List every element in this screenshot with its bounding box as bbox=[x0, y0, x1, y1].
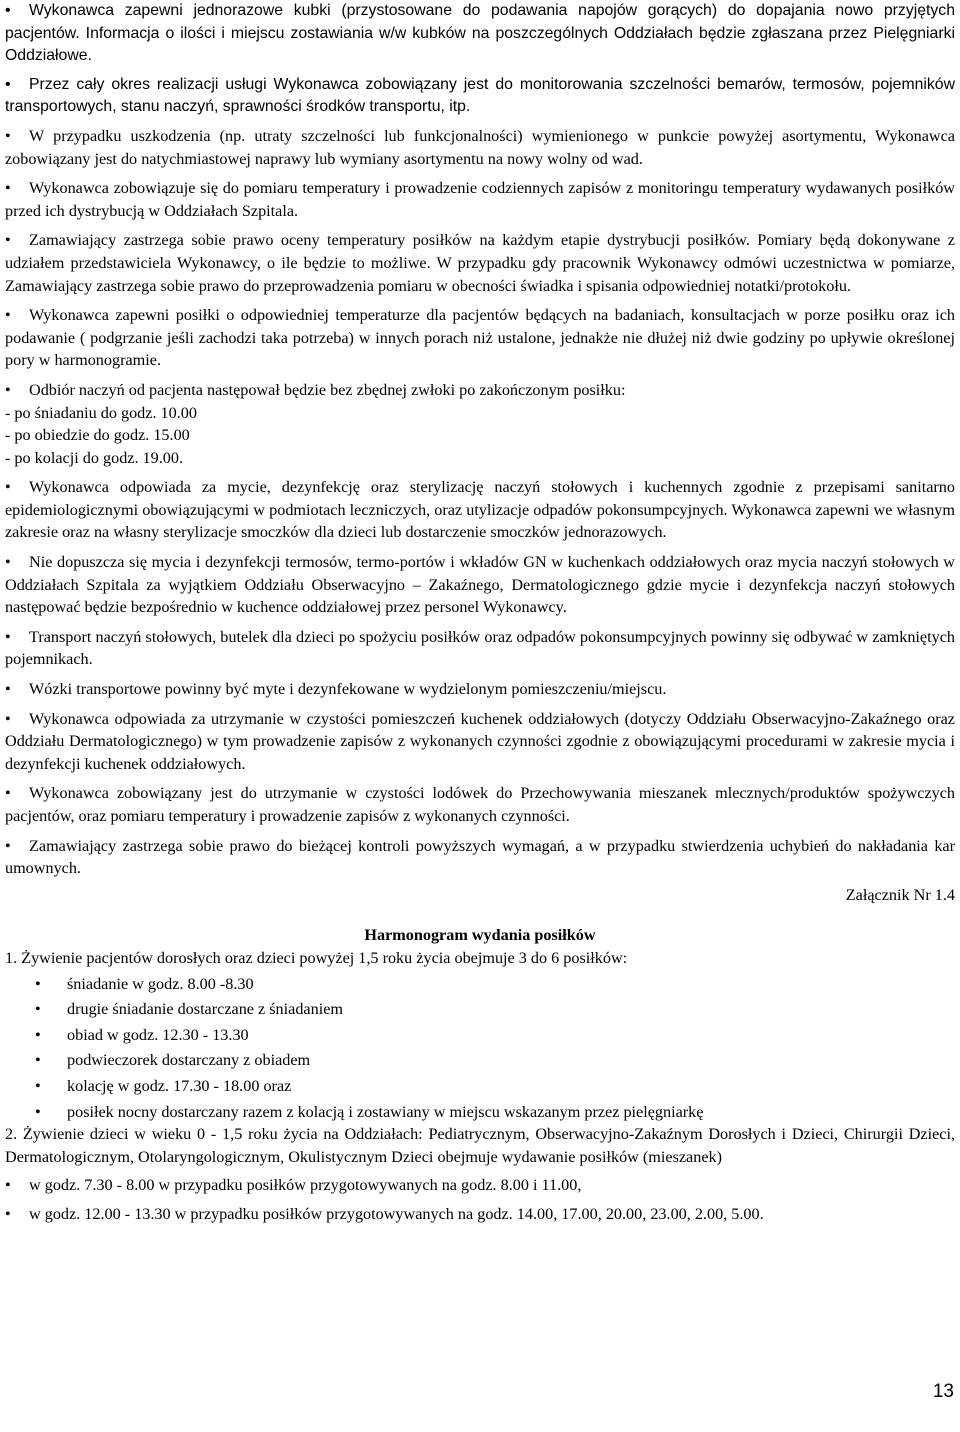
bullet-icon: • bbox=[35, 974, 41, 993]
list-item-text: w godz. 7.30 - 8.00 w przypadku posiłków przygotowywanych na godz. 8.00 i 11.00, bbox=[29, 1176, 582, 1195]
list-item-text: posiłek nocny dostarczany razem z kolacją i zostawiany w miejscu wskazanym przez pielęgniarkę bbox=[67, 1102, 704, 1121]
paragraph-text: Wykonawca odpowiada za utrzymanie w czystości pomieszczeń kuchenek oddziałowych (dotyczy Oddziału Obserwacyjno-Zakaźnego oraz Oddziału Dermatologicznego) w tym prowadzenie zapisów z wykonanych czynności zgodnie z obowiązującymi procedurami w zakresie mycia i dezynfekcji kuchenek oddziałowych. bbox=[5, 709, 955, 773]
bullet-icon: • bbox=[5, 680, 11, 699]
paragraph-temperature bbox=[5, 177, 955, 222]
list-item-text: śniadanie w godz. 8.00 -8.30 bbox=[67, 974, 254, 993]
bullet-icon: • bbox=[35, 1025, 41, 1044]
bullet-icon: • bbox=[5, 380, 11, 399]
pickup-time: - po kolacji do godz. 19.00. bbox=[5, 448, 184, 467]
pickup-time: - po śniadaniu do godz. 10.00 bbox=[5, 403, 197, 422]
list-item-text: drugie śniadanie dostarczane z śniadaniem bbox=[67, 1000, 343, 1019]
paragraph-text: Wykonawca zobowiązany jest do utrzymanie w czystości lodówek do Przechowywania mieszanek mlecznych/produktów spożywczych pacjentów, oraz pomiaru temperatury i prowadzenie zapisów z wykonanych czynności. bbox=[5, 784, 955, 825]
section2-item bbox=[5, 1203, 955, 1226]
bullet-icon: • bbox=[35, 1051, 41, 1070]
paragraph-text: Nie dopuszcza się mycia i dezynfekcji termosów, termo-portów i wkładów GN w kuchenkach oddziałowych oraz mycia naczyń stołowych w Oddziałach Szpitala za wyjątkiem Oddziału Obserwacyjno – Zakaźnego, Dermatologicznego gdzie mycie i dezynfekcja naczyń stołowych następować będzie bezpośrednio w kuchence oddziałowej przez personel Wykonawcy. bbox=[5, 553, 955, 617]
bullet-icon: • bbox=[5, 179, 11, 198]
bullet-icon: • bbox=[5, 1176, 11, 1195]
paragraph-no-washing bbox=[5, 551, 955, 619]
list-item-text: podwieczorek dostarczany z obiadem bbox=[67, 1051, 311, 1070]
paragraph-text: Przez cały okres realizacji usługi Wykonawca zobowiązany jest do monitorowania szczelności bemarów, termosów, pojemników transportowych, stanu naczyń, sprawności środków transportu, itp. bbox=[5, 75, 955, 116]
bullet-icon: • bbox=[5, 478, 11, 497]
paragraph-text: W przypadku uszkodzenia (np. utraty szczelności lub funkcjonalności) wymienionego w punkcie powyżej asortymentu, Wykonawca zobowiązany jest do natychmiastowej naprawy lub wymiany asortymentu na nowy wolny od wad. bbox=[5, 126, 955, 168]
bullet-icon: • bbox=[5, 75, 11, 93]
paragraph-kitchen-cleaning bbox=[5, 708, 955, 776]
paragraph-damage bbox=[5, 125, 955, 170]
bullet-icon: • bbox=[5, 836, 11, 855]
paragraph-pickup bbox=[5, 379, 955, 402]
list-item bbox=[5, 1075, 955, 1098]
section2-item bbox=[5, 1174, 955, 1197]
list-item bbox=[5, 998, 955, 1021]
paragraph-text: Zamawiający zastrzega sobie prawo oceny temperatury posiłków na każdym etapie dystrybucji posiłków. Pomiary będą dokonywane z udziałem przedstawiciela Wykonawcy, o ile będzie to możliwe. W przypadku gdy pracownik Wykonawcy odmówi uczestnictwa w pomiarze, Zamawiający zastrzega sobie prawo do przeprowadzenia pomiaru w obecności świadka i spisania odpowiedniej notatki/protokołu. bbox=[5, 231, 955, 295]
bullet-icon: • bbox=[35, 1076, 41, 1095]
pickup-time: - po obiedzie do godz. 15.00 bbox=[5, 426, 190, 445]
bullet-icon: • bbox=[5, 231, 11, 250]
bullet-icon: • bbox=[5, 553, 11, 572]
bullet-icon: • bbox=[5, 709, 11, 728]
list-item bbox=[5, 1049, 955, 1072]
bullet-icon: • bbox=[35, 1000, 41, 1019]
paragraph-text: Odbiór naczyń od pacjenta następował będzie bez zbędnej zwłoki po zakończonym posiłku: bbox=[29, 380, 626, 399]
section1-title: 1. Żywienie pacjentów dorosłych oraz dzieci powyżej 1,5 roku życia obejmuje 3 do 6 posiłków: bbox=[5, 948, 628, 967]
paragraph-temperature-check bbox=[5, 229, 955, 297]
paragraph-text: Wykonawca zapewni jednorazowe kubki (przystosowane do podawania napojów gorących) do dopajania nowo przyjętych pacjentów. Informacja o ilości i miejscu zostawiania w/w kubków na poszczególnych Oddziałach będzie zgłaszana przez Pielęgniarki Oddziałowe. bbox=[5, 2, 955, 65]
annex-label: Załącznik Nr 1.4 bbox=[845, 885, 955, 904]
bullet-icon: • bbox=[5, 784, 11, 803]
paragraph-text: Transport naczyń stołowych, butelek dla dzieci po spożyciu posiłków oraz odpadów pokonsumpcyjnych powinny się odbywać w zamkniętych pojemnikach. bbox=[5, 627, 955, 669]
list-item-text: w godz. 12.00 - 13.30 w przypadku posiłków przygotowywanych na godz. 14.00, 17.00, 20.00, 23.00, 2.00, 5.00. bbox=[29, 1204, 764, 1223]
paragraph-text: Wykonawca zapewni posiłki o odpowiedniej temperaturze dla pacjentów będących na badaniach, konsultacjach w porze posiłku oraz ich podawanie ( podgrzanie jeśli zachodzi taka potrzeba) w innych porach niż ustalone, jednakże nie dłużej niż dwie godziny po upływie określonej pory w harmonogramie. bbox=[5, 306, 955, 370]
paragraph-washing bbox=[5, 476, 955, 544]
bullet-icon: • bbox=[5, 2, 11, 19]
section1-list bbox=[5, 973, 955, 1124]
bullet-icon: • bbox=[5, 1204, 11, 1223]
document-page bbox=[5, 0, 955, 1226]
bullet-icon: • bbox=[5, 306, 11, 325]
list-item bbox=[5, 973, 955, 996]
list-item-text: obiad w godz. 12.30 - 13.30 bbox=[67, 1025, 249, 1044]
bullet-icon: • bbox=[5, 126, 11, 145]
paragraph-monitoring bbox=[5, 74, 955, 119]
section2-title: 2. Żywienie dzieci w wieku 0 - 1,5 roku życia na Oddziałach: Pediatrycznym, Obserwacyjno-Zakaźnym Dorosłych i Dzieci, Chirurgii Dzieci, Dermatologicznym, Otolaryngologicznym, Okulistycznym Dzieci obejmuje wydawanie posiłków (mieszanek) bbox=[5, 1125, 955, 1166]
page-number: 13 bbox=[932, 1381, 954, 1402]
list-item-text: kolację w godz. 17.30 - 18.00 oraz bbox=[67, 1076, 292, 1095]
list-item bbox=[5, 1101, 955, 1124]
bullet-icon: • bbox=[35, 1102, 41, 1121]
paragraph-fridges bbox=[5, 782, 955, 827]
schedule-title: Harmonogram wydania posiłków bbox=[364, 926, 596, 945]
paragraph-meal-timing bbox=[5, 304, 955, 372]
paragraph-transport bbox=[5, 626, 955, 671]
paragraph-carts bbox=[5, 678, 955, 701]
paragraph-cups bbox=[5, 0, 955, 68]
bullet-icon: • bbox=[5, 627, 11, 646]
paragraph-text: Wózki transportowe powinny być myte i dezynfekowane w wydzielonym pomieszczeniu/miejscu. bbox=[29, 680, 667, 699]
paragraph-text: Wykonawca zobowiązuje się do pomiaru temperatury i prowadzenie codziennych zapisów z monitoringu temperatury wydawanych posiłków przed ich dystrybucją w Oddziałach Szpitala. bbox=[5, 179, 955, 220]
list-item bbox=[5, 1024, 955, 1047]
paragraph-text: Zamawiający zastrzega sobie prawo do bieżącej kontroli powyższych wymagań, a w przypadku stwierdzenia uchybień do nakładania kar umownych. bbox=[5, 836, 955, 878]
paragraph-control bbox=[5, 835, 955, 880]
paragraph-text: Wykonawca odpowiada za mycie, dezynfekcję oraz sterylizację naczyń stołowych i kuchennych zgodnie z przepisami sanitarno epidemiologicznymi obowiązującymi w podmiotach leczniczych, oraz utylizacje odpadów pokonsumpcyjnych. Wykonawca zapewni we własnym zakresie oraz na własny sterylizacje smoczków dla dzieci lub dostarczenie smoczków jednorazowych. bbox=[5, 478, 955, 542]
